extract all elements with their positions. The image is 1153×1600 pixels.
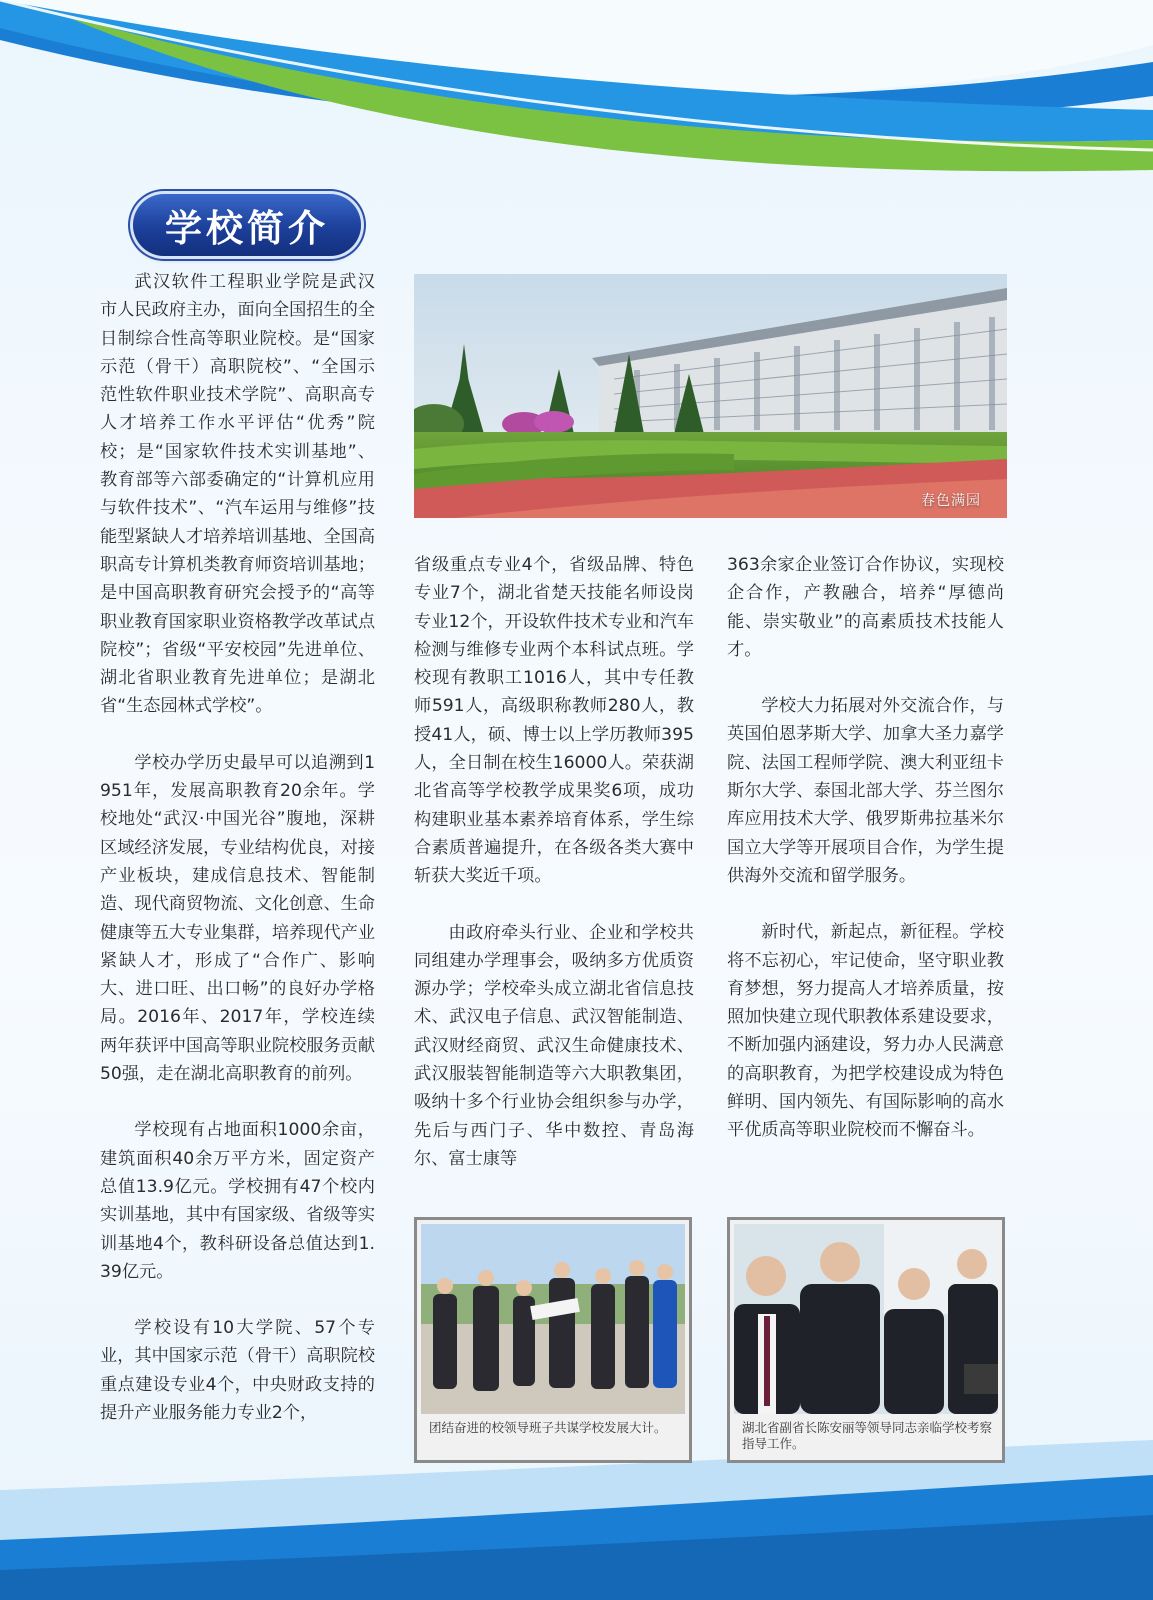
- page-title: 学校简介: [165, 207, 329, 250]
- text-column-3: [727, 551, 1004, 1145]
- paragraph-colleges: 学校设有10大学院、57个专业，其中国家示范（骨干）高职院校重点建设专业4个，中央财政支持的提升产业服务能力专业2个，: [100, 1318, 376, 1423]
- photo-card-inspection: [727, 1217, 1005, 1463]
- text-column-1: [100, 268, 375, 1427]
- top-wave-decoration: [0, 0, 1153, 190]
- paragraph-enterprise: 363余家企业签订合作协议，实现校企合作，产教融合，培养“厚德尚能、崇实敬业”的高素质技术技能人才。: [727, 555, 1004, 660]
- leaders-group-photo-icon: [421, 1224, 685, 1414]
- section-title-badge: [133, 194, 361, 256]
- inspection-visit-photo-icon: [734, 1224, 998, 1414]
- paragraph-majors-staff: 省级重点专业4个，省级品牌、特色专业7个，湖北省楚天技能名师设岗专业12个，开设软件技术专业和汽车检测与维修专业两个本科试点班。学校现有教职工1016人，其中专任教师591人，高级职称教师280人，教授41人，硕、博士以上学历教师395人，全日制在校生16000人。荣获湖北省高等学校教学成果奖6项，成功构建职业基本素养培育体系，学生综合素质普遍提升，在各级各类大赛中斩获大奖近千项。: [414, 555, 694, 887]
- paragraph-international: 学校大力拓展对外交流合作，与英国伯恩茅斯大学、加拿大圣力嘉学院、法国工程师学院、澳大利亚纽卡斯尔大学、泰国北部大学、芬兰图尔库应用技术大学、俄罗斯弗拉基米尔国立大学等开展项目合作，为学生提供海外交流和留学服务。: [727, 696, 1004, 886]
- paragraph-facilities: 学校现有占地面积1000余亩，建筑面积40余万平方米，固定资产总值13.9亿元。学校拥有47个校内实训基地，其中有国家级、省级等实训基地4个，教科研设备总值达到1.39亿元。: [100, 1120, 376, 1282]
- photo-caption: 湖北省副省长陈安丽等领导同志亲临学校考察指导工作。: [742, 1420, 993, 1451]
- paragraph-vision: 新时代，新起点，新征程。学校将不忘初心，牢记使命，坚守职业教育梦想，努力提高人才培养质量，按照加快建立现代职教体系建设要求，不断加强内涵建设，努力办人民满意的高职教育，为把学校建设成为特色鲜明、国内领先、有国际影响的高水平优质高等职业院校而不懈奋斗。: [727, 922, 1004, 1141]
- photo-card-leaders: [414, 1217, 692, 1463]
- photo-caption: 团结奋进的校领导班子共谋学校发展大计。: [429, 1420, 667, 1435]
- campus-building-photo-icon: [414, 274, 1007, 518]
- paragraph-history: 学校办学历史最早可以追溯到1951年，发展高职教育20余年。学校地处“武汉·中国光谷”腹地，深耕区域经济发展，专业结构优良，对接产业板块，建成信息技术、智能制造、现代商贸物流、文化创意、生命健康等五大专业集群，培养现代产业紧缺人才，形成了“合作广、影响大、进口旺、出口畅”的良好办学格局。2016年、2017年，学校连续两年获评中国高等职业院校服务贡献50强，走在湖北高职教育的前列。: [100, 752, 376, 1085]
- text-column-2: [414, 551, 694, 1173]
- paragraph-partnership: 由政府牵头行业、企业和学校共同组建办学理事会，吸纳多方优质资源办学；学校牵头成立湖北省信息技术、武汉电子信息、武汉智能制造、武汉财经商贸、武汉生命健康技术、武汉服装智能制造等六大职教集团，吸纳十多个行业协会组织参与办学，先后与西门子、华中数控、青岛海尔、富士康等: [414, 922, 694, 1169]
- photo-caption: 春色满园: [921, 493, 981, 509]
- paragraph-intro: 武汉软件工程职业学院是武汉市人民政府主办，面向全国招生的全日制综合性高等职业院校。是“国家示范（骨干）高职院校”、“全国示范性软件职业技术学院”、高职高专人才培养工作水平评估“优秀”院校；是“国家软件技术实训基地”、教育部等六部委确定的“计算机应用与软件技术”、“汽车运用与维修”技能型紧缺人才培养培训基地、全国高职高专计算机类教育师资培训基地；是中国高职教育研究会授予的“高等职业教育国家职业资格教学改革试点院校”；省级“平安校园”先进单位、湖北省职业教育先进单位；是湖北省“生态园林式学校”。: [100, 272, 376, 717]
- campus-photo: [414, 274, 1007, 518]
